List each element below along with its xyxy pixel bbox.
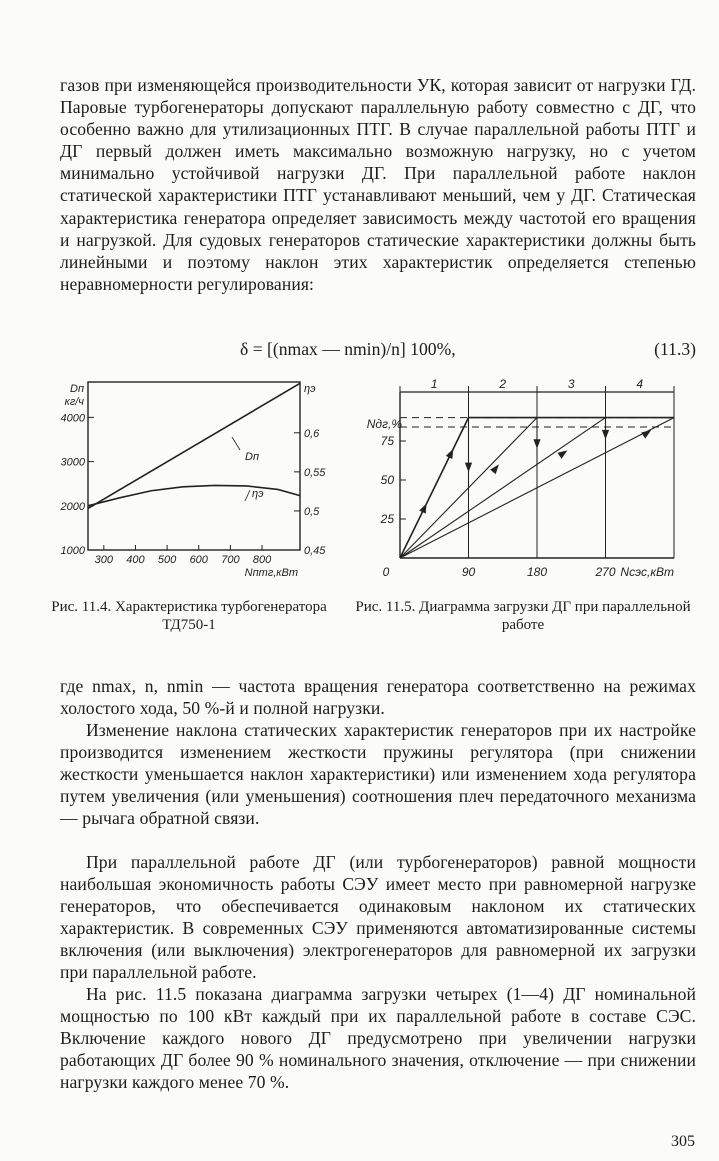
y-tick-label: 25: [380, 512, 394, 526]
y-tick-label: 75: [380, 434, 394, 448]
x-tick-label: 0: [382, 565, 390, 579]
y-right-tick-label: 0,5: [304, 505, 320, 518]
zone-label: 1: [430, 377, 438, 391]
plot-frame: [88, 382, 300, 550]
series-line-0: [88, 383, 300, 508]
x-tick-label: 800: [252, 554, 272, 566]
arrow-head: [446, 449, 453, 459]
paragraph-3: Изменение наклона статических характеристик генераторов при их настройке производится изменением жесткости пружины регулятора (при снижении жесткости уменьшается наклон характеристики) или изменением хода регулятора путем увеличения (или уменьшения) соотношения плеч передаточного механизма — рычага обратной связи.: [60, 720, 696, 829]
y-left-axis-label: Dп: [70, 383, 84, 395]
y-left-tick-label: 3000: [60, 456, 85, 469]
y-left-tick-label: 4000: [60, 412, 85, 425]
series-leader-0: [232, 437, 240, 450]
equation-formula: δ = [(nmax — nmin)/n] 100%,: [240, 339, 456, 359]
series-line-2: [400, 418, 606, 558]
paragraph-2: где nmax, n, nmin — частота вращения генератора соответственно на режимах холостого хода, 50 %-й и полной нагрузки.: [60, 676, 696, 719]
paragraph-5: На рис. 11.5 показана диаграмма загрузки четырех (1—4) ДГ номинальной мощностью по 100 кВт каждый при их параллельной работе в составе СЭС. Включение каждого нового ДГ предусмотрено при увеличении нагрузки работающих ДГ более 90 % номинального значения, отключение — при снижении нагрузки каждого менее 70 %.: [60, 984, 696, 1093]
series-label-1: ηэ: [252, 488, 264, 500]
x-tick-label: 700: [221, 554, 240, 566]
zone-label: 2: [499, 377, 507, 391]
paragraph-4: При параллельной работе ДГ (или турбогенераторов) равной мощности наибольшая экономичность работы СЭУ имеет место при равномерной нагрузке генераторов, что обеспечивается одинаковым наклоном их статических характеристик. В современных СЭУ применяются автоматизированные системы включения (или выключения) электрогенераторов для равномерной их загрузки при параллельной работе.: [60, 852, 696, 983]
y-right-axis-label: ηэ: [304, 383, 316, 395]
x-axis-label: Nсэс,кВт: [620, 565, 674, 579]
zone-label: 3: [567, 377, 575, 391]
x-tick-label: 600: [189, 554, 208, 566]
arrow-head: [557, 450, 567, 458]
equation-11-3: [240, 339, 696, 363]
page-number: 305: [671, 1133, 695, 1150]
x-tick-label: 180: [526, 565, 548, 579]
x-axis-label: Nптг,кВт: [244, 567, 298, 579]
figure-11-5-caption: Рис. 11.5. Диаграмма загрузки ДГ при параллельной работе: [355, 599, 691, 633]
y-left-axis-unit: кг/ч: [64, 396, 84, 408]
x-tick-label: 300: [94, 554, 114, 566]
y-right-tick-label: 0,6: [304, 427, 320, 440]
figure-11-4-caption: Рис. 11.4. Характеристика турбогенератора ТД750-1: [51, 599, 327, 633]
x-tick-label: 400: [126, 554, 145, 566]
arrow-head: [465, 463, 472, 473]
figure-11-4-chart: [40, 370, 345, 585]
zone-label: 4: [636, 377, 644, 391]
arrow-head: [602, 430, 609, 440]
equation-number: (11.3): [654, 339, 696, 359]
y-left-tick-label: 1000: [60, 545, 85, 557]
series-line-1: [88, 485, 300, 505]
x-tick-label: 270: [595, 565, 616, 579]
x-tick-label: 500: [157, 554, 177, 566]
y-right-tick-label: 0,45: [304, 545, 326, 557]
arrow-head: [641, 430, 651, 438]
y-tick-label: 50: [380, 473, 394, 487]
y-left-tick-label: 2000: [60, 500, 85, 513]
series-label-0: Dп: [245, 451, 259, 463]
y-axis-label: Nдг,%: [366, 417, 402, 431]
arrow-head: [419, 503, 426, 513]
y-right-tick-label: 0,55: [304, 466, 326, 479]
arrow-head: [490, 464, 499, 474]
paragraph-1: газов при изменяющейся производительности УК, которая зависит от нагрузки ГД. Паровые турбогенераторы допускают параллельную работу совместно с ДГ, что особенно важно для утилизационных ПТГ. В случае параллельной работы ПТГ и ДГ первый должен иметь максимально возможную нагрузку, но с учетом минимально устойчивой нагрузки ДГ. При параллельной работе наклон статической характеристики ПТГ устанавливают меньший, чем у ДГ. Статическая характеристика генератора определяет зависимость между частотой его вращения и нагрузкой. Для судовых генераторов статические характеристики должны быть линейными и поэтому наклон этих характеристик определяется степенью неравномерности регулирования:: [60, 75, 696, 294]
figure-11-5-chart: [352, 378, 697, 583]
x-tick-label: 90: [461, 565, 476, 579]
series-leader-1: [245, 490, 250, 501]
arrow-head: [533, 439, 540, 449]
